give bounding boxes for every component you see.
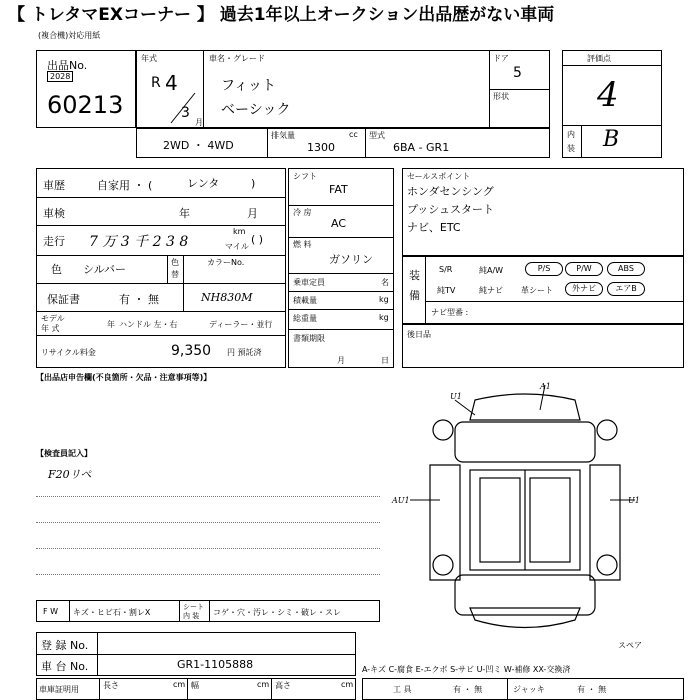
info-table bbox=[36, 168, 286, 368]
equip-pw: P/W bbox=[565, 262, 603, 276]
vehicle-header-box bbox=[136, 50, 550, 128]
later-items-label: 後日品 bbox=[407, 330, 431, 339]
diagram-mark-2: A1 bbox=[540, 382, 551, 391]
fw-label: F W bbox=[43, 607, 59, 616]
recycle-label: リサイクル料金 bbox=[41, 348, 96, 357]
fw-text: キズ・ヒビ石・割レX bbox=[73, 608, 151, 617]
jack-label: ジャッキ bbox=[513, 685, 545, 694]
mileage-unit-km: km bbox=[233, 227, 246, 236]
displacement-label: 排気量 bbox=[271, 131, 295, 140]
sales-point-2: プッシュスタート bbox=[407, 203, 495, 216]
recycle-unit: 円 預託済 bbox=[227, 348, 262, 357]
color-no-value: NH830M bbox=[201, 291, 253, 304]
ac-value: AC bbox=[331, 217, 347, 230]
doc-period-day: 日 bbox=[381, 356, 389, 365]
model-name: フィット bbox=[221, 78, 276, 94]
diagram-mark-4: U1 bbox=[628, 496, 640, 505]
history-label: 車歴 bbox=[43, 179, 65, 192]
doors-label: ドア bbox=[493, 54, 509, 63]
equipment-label-2: 備 bbox=[409, 289, 420, 302]
equip-ps: P/S bbox=[525, 262, 563, 276]
fw-row bbox=[36, 600, 380, 622]
score-label: 評価点 bbox=[587, 54, 611, 63]
garage-cert-row bbox=[36, 678, 356, 700]
equip-ext-navi: 外ナビ bbox=[565, 282, 603, 296]
year-value: 4 bbox=[165, 71, 178, 95]
seat-label-1: シート bbox=[183, 603, 204, 611]
year-era: R bbox=[151, 75, 161, 91]
type-value: 6BA - GR1 bbox=[393, 141, 450, 154]
form-subtitle: (複合機)対応用紙 bbox=[38, 31, 101, 40]
warranty-value: 有 ・ 無 bbox=[119, 293, 159, 306]
jack-value: 有 ・ 無 bbox=[577, 685, 607, 694]
model-year-year: 年 bbox=[107, 320, 115, 329]
chassis-value: GR1-1105888 bbox=[177, 658, 254, 671]
color-value: シルバー bbox=[83, 263, 126, 276]
inspector-label: 【検査員記入】 bbox=[36, 449, 92, 458]
sales-point-3: ナビ、ETC bbox=[407, 221, 461, 234]
fuel-value: ガソリン bbox=[329, 253, 373, 266]
lot-year-tag: 2028 bbox=[47, 71, 73, 82]
lot-number: 60213 bbox=[47, 91, 124, 119]
seat-text: コゲ・穴・汚レ・シミ・破レ・スレ bbox=[213, 608, 341, 617]
model-year-label-1: モデル bbox=[41, 314, 65, 323]
load-unit: kg bbox=[379, 295, 389, 304]
chassis-label: 車 台 No. bbox=[41, 660, 89, 673]
damage-legend: A-キズ C-腐食 E-エクボ S-サビ U-凹ミ W-補修 XX-交換済 bbox=[362, 665, 571, 674]
car-damage-diagram bbox=[400, 380, 650, 640]
registration-label: 登 録 No. bbox=[41, 639, 89, 652]
history-value: レンタ bbox=[187, 177, 220, 190]
sales-points-label: セールスポイント bbox=[407, 172, 471, 181]
later-items-box bbox=[402, 324, 684, 368]
lot-label: 出品No. bbox=[47, 59, 88, 72]
doc-period-month: 月 bbox=[337, 356, 345, 365]
interior-label-2: 装 bbox=[567, 144, 575, 153]
spec-row bbox=[136, 128, 550, 158]
model-year-handle: ハンドル 左・右 bbox=[119, 320, 178, 329]
tools-value: 有 ・ 無 bbox=[453, 685, 483, 694]
displacement-value: 1300 bbox=[307, 141, 335, 154]
equip-sr: S/R bbox=[439, 265, 453, 274]
color-label: 色 bbox=[51, 263, 62, 276]
page-title: 【 トレタマEXコーナー 】 過去1年以上オークション出品歴がない車両 bbox=[8, 5, 555, 25]
cert-height: 高さ bbox=[275, 681, 291, 690]
tools-row bbox=[362, 678, 684, 700]
mileage-unit-mile: マイル bbox=[225, 242, 249, 251]
model-label: 車名・グレード bbox=[209, 54, 265, 63]
inspection-label: 車検 bbox=[43, 207, 65, 220]
model-year-dealer: ディーラー・並行 bbox=[209, 320, 273, 329]
navi-model-label: ナビ型番 : bbox=[431, 308, 469, 317]
tools-label: 工 具 bbox=[393, 685, 412, 694]
equip-leather: 革シート bbox=[521, 286, 553, 295]
mileage-value: 7 万 3 千 2 3 8 bbox=[89, 234, 189, 250]
seller-notes-label: 【出品店申告欄(不良箇所・欠品・注意事項等)】 bbox=[36, 373, 212, 382]
inspection-year: 年 bbox=[179, 207, 190, 220]
equip-tv: 純TV bbox=[437, 286, 456, 295]
cert-length: 長さ bbox=[103, 681, 119, 690]
color-no-label: カラーNo. bbox=[207, 258, 245, 267]
displacement-unit: cc bbox=[349, 130, 358, 139]
shift-label: シフト bbox=[293, 172, 317, 181]
year-label: 年式 bbox=[141, 54, 157, 63]
score-value: 4 bbox=[597, 75, 619, 115]
capacity-label: 乗車定員 bbox=[293, 278, 325, 287]
ac-label: 冷 房 bbox=[293, 208, 312, 217]
year-month-unit: 月 bbox=[195, 118, 203, 127]
cert-length-unit: cm bbox=[173, 680, 186, 689]
equipment-box bbox=[402, 256, 684, 324]
mileage-label: 走行 bbox=[43, 235, 65, 248]
recycle-value: 9,350 bbox=[171, 343, 212, 359]
cert-width: 幅 bbox=[191, 681, 199, 690]
diagram-mark-1: U1 bbox=[450, 392, 462, 401]
model-year-label-2: 年 式 bbox=[41, 324, 60, 333]
doc-period-label: 書類期限 bbox=[293, 334, 325, 343]
inspector-note: F20リペ bbox=[48, 468, 92, 481]
gross-unit: kg bbox=[379, 313, 389, 322]
shift-value: FAT bbox=[329, 183, 348, 196]
cert-label: 車庫証明用 bbox=[39, 685, 79, 694]
sales-point-1: ホンダセンシング bbox=[407, 185, 494, 198]
mid-spec-table bbox=[288, 168, 394, 368]
history-close: ) bbox=[251, 177, 256, 190]
equip-airbag: エアB bbox=[607, 282, 645, 296]
gross-label: 総重量 bbox=[293, 314, 317, 323]
equip-abs: ABS bbox=[607, 262, 645, 276]
cert-width-unit: cm bbox=[257, 680, 270, 689]
type-label: 型式 bbox=[369, 131, 385, 140]
interior-value: B bbox=[603, 127, 620, 152]
lot-box bbox=[36, 50, 136, 128]
model-grade: ベーシック bbox=[221, 102, 291, 118]
diagram-mark-3: AU1 bbox=[392, 496, 410, 505]
sales-points-box bbox=[402, 168, 684, 256]
cert-height-unit: cm bbox=[341, 680, 354, 689]
year-month: 3 bbox=[181, 105, 190, 121]
equipment-label-1: 装 bbox=[409, 269, 420, 282]
capacity-unit: 名 bbox=[381, 278, 389, 287]
history-options: 自家用 ・ ( bbox=[97, 179, 153, 192]
color-change-label-1: 色 bbox=[171, 258, 179, 267]
inspection-month: 月 bbox=[247, 207, 258, 220]
load-label: 積載量 bbox=[293, 296, 317, 305]
color-change-label-2: 替 bbox=[171, 270, 179, 279]
score-box bbox=[562, 50, 662, 158]
mileage-paren: ( ) bbox=[251, 233, 264, 246]
equip-navi: 純ナビ bbox=[479, 286, 503, 295]
registration-box bbox=[36, 632, 356, 676]
doors-value: 5 bbox=[513, 65, 522, 81]
seat-label-2: 内 装 bbox=[183, 612, 200, 620]
drive-text: 2WD ・ 4WD bbox=[163, 139, 234, 152]
fuel-label: 燃 料 bbox=[293, 240, 312, 249]
shape-label: 形状 bbox=[493, 92, 509, 101]
spare-label: スペア bbox=[618, 641, 642, 650]
warranty-label: 保証書 bbox=[47, 293, 80, 306]
interior-label-1: 内 bbox=[567, 130, 575, 139]
equip-aw: 純A/W bbox=[479, 266, 504, 275]
